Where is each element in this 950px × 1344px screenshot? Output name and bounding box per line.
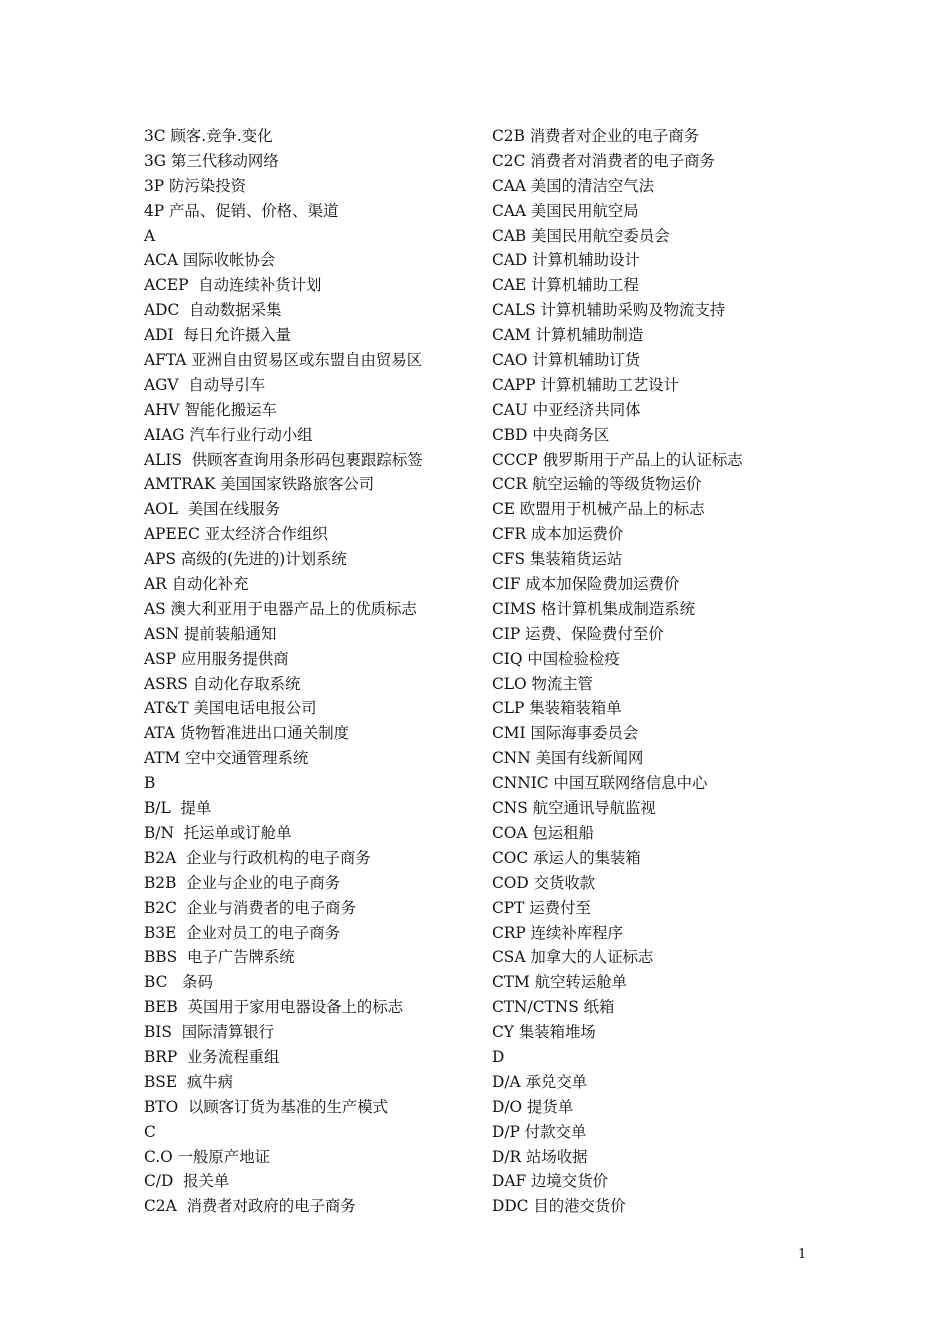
glossary-entry: CY 集装箱堆场 [492,1023,596,1042]
glossary-entry: CPT 运费付至 [492,898,591,917]
glossary-entry: CCR 航空运输的等级货物运价 [492,475,702,494]
glossary-entry: C2A 消费者对政府的电子商务 [144,1197,356,1216]
glossary-entry: ASN 提前装船通知 [144,624,277,643]
glossary-entry: COD 交货收款 [492,873,596,892]
glossary-entry: B3E 企业对员工的电子商务 [144,923,341,942]
glossary-entry: COC 承运人的集装箱 [492,848,641,867]
glossary-entry: ALIS 供顾客查询用条形码包裹跟踪标签 [144,450,423,469]
glossary-entry: BIS 国际清算银行 [144,1023,275,1042]
glossary-entry: AGV 自动导引车 [144,375,266,394]
glossary-entry: BEB 英国用于家用电器设备上的标志 [144,998,404,1017]
glossary-entry: CSA 加拿大的人证标志 [492,948,654,967]
glossary-entry: AFTA 亚洲自由贸易区或东盟自由贸易区 [144,351,423,370]
glossary-entry: CFS 集装箱货运站 [492,550,623,569]
glossary-entry: CIMS 格计算机集成制造系统 [492,599,695,618]
glossary-entry: AS 澳大利亚用于电器产品上的优质标志 [144,599,417,618]
glossary-entry: D/P 付款交单 [492,1122,587,1141]
glossary-entry: ACEP 自动连续补货计划 [144,276,322,295]
glossary-entry: ATA 货物暂准进出口通关制度 [144,724,349,743]
page-number: 1 [798,1247,807,1262]
glossary-entry: C/D 报关单 [144,1172,230,1191]
glossary-entry: CNS 航空通讯导航监视 [492,799,656,818]
glossary-entry: ADC 自动数据采集 [144,301,282,320]
glossary-entry: CIQ 中国检验检疫 [492,649,620,668]
right-glossary-column [492,124,822,1219]
glossary-entry: 4P 产品、促销、价格、渠道 [144,201,339,220]
glossary-entry: ASP 应用服务提供商 [144,649,289,668]
glossary-entry: 3P 防污染投资 [144,176,246,195]
glossary-entry: COA 包运租船 [492,823,594,842]
glossary-entry: CNN 美国有线新闻网 [492,749,644,768]
glossary-entry: C2B 消费者对企业的电子商务 [492,127,700,145]
glossary-entry: DAF 边境交货价 [492,1172,608,1191]
glossary-entry: CFR 成本加运费价 [492,525,624,544]
glossary-entry: DDC 目的港交货价 [492,1197,626,1216]
glossary-entry: APS 高级的(先进的)计划系统 [144,550,347,569]
glossary-entry: AR 自动化补充 [144,575,249,594]
glossary-entry: ATM 空中交通管理系统 [144,749,309,768]
glossary-entry: CBD 中央商务区 [492,425,610,444]
glossary-entry: CIF 成本加保险费加运费价 [492,575,680,594]
glossary-entry: CAU 中亚经济共同体 [492,400,641,419]
glossary-entry: B2B 企业与企业的电子商务 [144,873,341,892]
glossary-entry: 3C 顾客.竞争.变化 [144,127,273,145]
glossary-entry: BSE 疯牛病 [144,1072,234,1091]
glossary-entry: BBS 电子广告牌系统 [144,948,295,967]
glossary-entry: D/R 站场收据 [492,1147,588,1166]
glossary-entry: AMTRAK 美国国家铁路旅客公司 [144,475,375,494]
glossary-entry: APEEC 亚太经济合作组织 [144,525,328,544]
glossary-entry: AOL 美国在线服务 [144,500,281,519]
glossary-entry: C [144,1122,156,1141]
glossary-entry: CAA 美国的清洁空气法 [492,176,655,195]
glossary-entry: D [492,1047,505,1066]
glossary-entry: CALS 计算机辅助采购及物流支持 [492,301,726,320]
glossary-entry: CAD 计算机辅助设计 [492,251,640,270]
glossary-entry: CLP 集装箱装箱单 [492,699,622,718]
glossary-entry: B [144,774,156,793]
glossary-entry: CE 欧盟用于机械产品上的标志 [492,500,705,519]
glossary-entry: 3G 第三代移动网络 [144,151,279,170]
glossary-entry: CNNIC 中国互联网络信息中心 [492,774,708,793]
glossary-entry: CTN/CTNS 纸箱 [492,998,615,1017]
glossary-entry: B2C 企业与消费者的电子商务 [144,898,356,917]
glossary-entry: B/N 托运单或订舱单 [144,823,292,842]
glossary-entry: CAE 计算机辅助工程 [492,276,639,295]
glossary-entry: C.O 一般原产地证 [144,1147,270,1166]
glossary-entry: BC 条码 [144,973,213,992]
glossary-entry: ASRS 自动化存取系统 [144,674,301,693]
glossary-entry: D/O 提货单 [492,1097,574,1116]
glossary-entry: ACA 国际收帐协会 [144,251,276,270]
glossary-entry: AIAG 汽车行业行动小组 [144,425,313,444]
glossary-entry: AT&T 美国电话电报公司 [144,699,317,718]
glossary-entry: CRP 连续补库程序 [492,923,623,942]
glossary-entry: CIP 运费、保险费付至价 [492,624,664,643]
glossary-entry: CMI 国际海事委员会 [492,724,639,743]
glossary-entry: BTO 以顾客订货为基准的生产模式 [144,1097,389,1116]
glossary-entry: C2C 消费者对消费者的电子商务 [492,151,715,170]
glossary-entry: BRP 业务流程重组 [144,1047,280,1066]
glossary-entry: A [144,226,156,245]
glossary-entry: CAPP 计算机辅助工艺设计 [492,375,680,394]
glossary-entry: ADI 每日允许摄入量 [144,326,292,345]
glossary-entry: B2A 企业与行政机构的电子商务 [144,848,371,867]
glossary-entry: CAM 计算机辅助制造 [492,326,644,345]
glossary-entry: CCCP 俄罗斯用于产品上的认证标志 [492,450,743,469]
glossary-entry: D/A 承兑交单 [492,1072,588,1091]
glossary-entry: CLO 物流主管 [492,674,594,693]
left-glossary-column [144,124,474,1219]
glossary-entry: CAB 美国民用航空委员会 [492,226,670,245]
glossary-entry: CTM 航空转运舱单 [492,973,628,992]
glossary-entry: B/L 提单 [144,799,212,818]
glossary-entry: CAO 计算机辅助订货 [492,351,641,370]
glossary-entry: CAA 美国民用航空局 [492,201,639,220]
glossary-entry: AHV 智能化搬运车 [144,400,277,419]
